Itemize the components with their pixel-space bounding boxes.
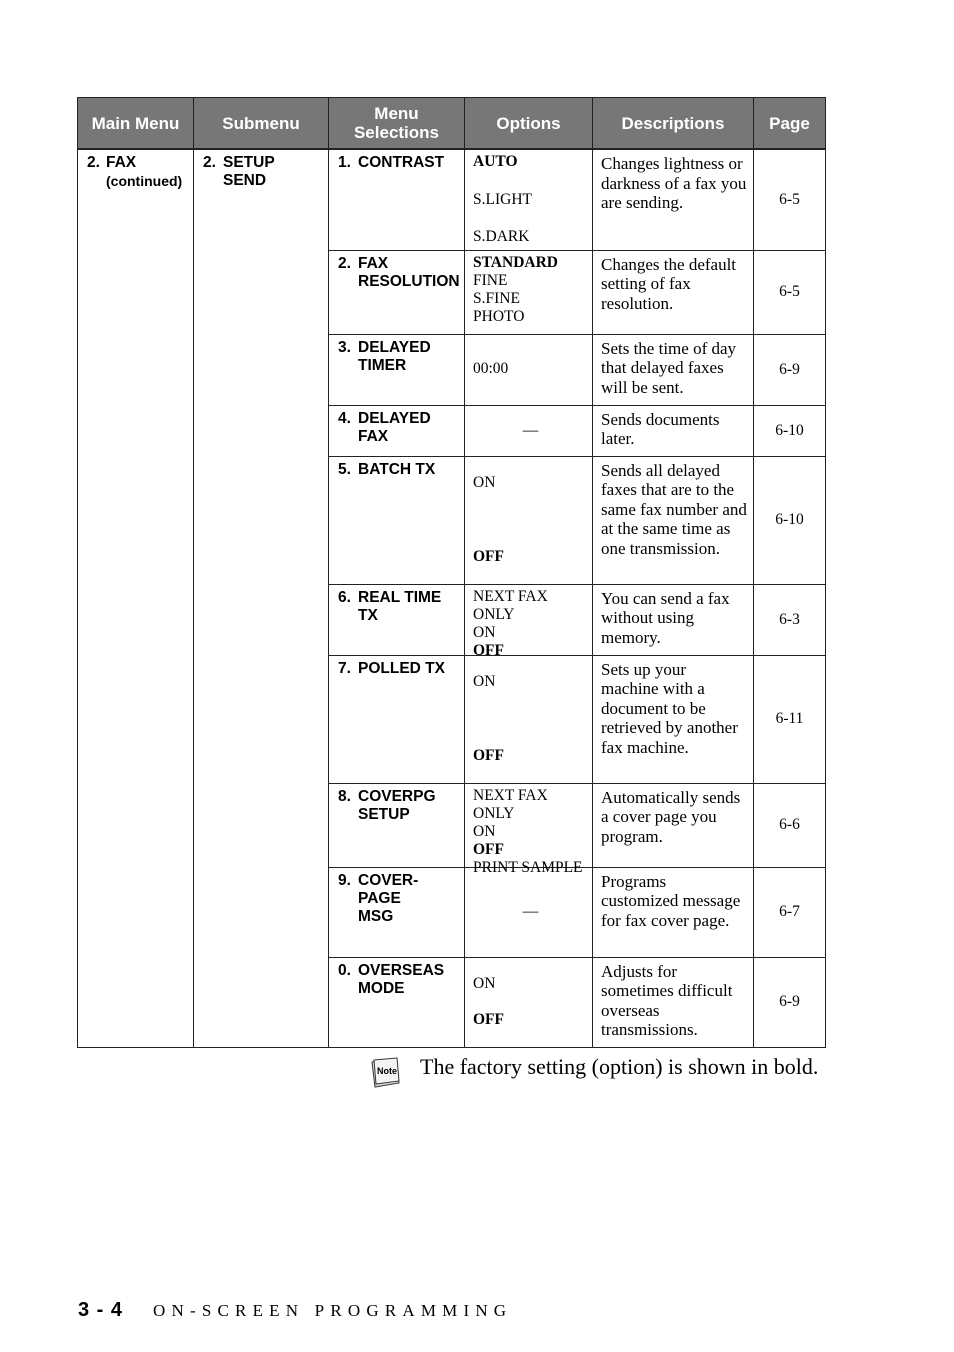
page-ref-cell: 6-7 <box>754 867 826 957</box>
menu-selection-cell <box>329 783 465 867</box>
note <box>368 1053 402 1093</box>
selection-label: BATCH TX <box>358 460 436 478</box>
description-cell: Sends all delayed faxes that are to the same fax number and at the same time as one transmission. <box>593 456 754 584</box>
description-cell: Sends documents later. <box>593 405 754 456</box>
submenu-label: SETUP SEND <box>223 154 275 189</box>
option-value: ON <box>473 623 496 641</box>
svg-text:Note: Note <box>377 1066 397 1076</box>
selection-number: 2. <box>338 254 351 272</box>
menu-selection-cell <box>329 867 465 957</box>
description-cell: You can send a fax without using memory. <box>593 584 754 655</box>
main-menu-cell <box>78 149 194 1047</box>
menu-selection-cell <box>329 149 465 250</box>
option-value: AUTO <box>473 153 518 170</box>
description-cell: Sets the time of day that delayed faxes will be sent. <box>593 334 754 405</box>
options-cell <box>465 456 593 584</box>
selection-label: OVERSEAS MODE <box>358 961 445 997</box>
menu-selection-cell <box>329 655 465 783</box>
options-cell <box>465 149 593 250</box>
option-value: ON <box>473 672 496 690</box>
page-ref-cell: 6-5 <box>754 149 826 250</box>
option-value: — <box>522 903 539 920</box>
options-cell <box>465 250 593 334</box>
option-value: OFF <box>473 840 504 858</box>
header-menu-selections: Menu Selections <box>329 98 465 150</box>
option-value: — <box>522 421 539 439</box>
options-cell <box>465 957 593 1047</box>
header-page: Page <box>754 98 826 150</box>
options-cell <box>465 655 593 783</box>
page-ref-cell: 6-9 <box>754 334 826 405</box>
menu-selection-cell <box>329 456 465 584</box>
page-ref-cell: 6-3 <box>754 584 826 655</box>
option-value: OFF <box>473 641 504 659</box>
option-value: ON <box>473 974 496 992</box>
option-value: ON <box>473 822 496 840</box>
option-value: S.FINE <box>473 289 520 307</box>
option-value: ON <box>473 473 496 491</box>
description-cell: Sets up your machine with a document to be retrieved by another fax machine. <box>593 655 754 783</box>
menu-selection-cell <box>329 584 465 655</box>
option-value: OFF <box>473 746 504 764</box>
page-footer <box>78 1299 512 1322</box>
options-cell <box>465 584 593 659</box>
option-value: STANDARD <box>473 253 558 271</box>
selection-label: DELAYED FAX <box>358 409 431 445</box>
selection-label: COVERPG SETUP <box>358 787 436 823</box>
selection-number: 4. <box>338 409 351 427</box>
note-text: The factory setting (option) is shown in bold. <box>420 1054 819 1079</box>
page-ref-cell: 6-9 <box>754 957 826 1047</box>
main-menu-label: FAX <box>106 154 137 171</box>
option-value: 00:00 <box>473 360 509 377</box>
header-row <box>78 98 826 150</box>
page-ref-cell: 6-5 <box>754 250 826 334</box>
option-value: S.DARK <box>473 228 530 245</box>
note-icon <box>368 1056 402 1090</box>
submenu-number: 2. <box>203 154 216 171</box>
page-ref-cell: 6-6 <box>754 783 826 867</box>
selection-label: CONTRAST <box>358 154 445 171</box>
header-options: Options <box>465 98 593 150</box>
selection-number: 0. <box>338 961 351 979</box>
selection-number: 1. <box>338 154 351 171</box>
option-value: OFF <box>473 547 504 565</box>
table-row <box>78 149 826 250</box>
page-number: 3 - 4 <box>78 1299 124 1321</box>
selection-label: FAX RESOLUTION <box>358 254 460 290</box>
selection-label: POLLED TX <box>358 659 445 677</box>
page-ref-cell: 6-10 <box>754 456 826 584</box>
menu-selection-cell <box>329 957 465 1047</box>
selection-number: 3. <box>338 338 351 356</box>
options-cell <box>465 334 593 405</box>
option-value: FINE <box>473 271 508 289</box>
menu-selection-cell <box>329 334 465 405</box>
description-cell: Changes the default setting of fax resolution. <box>593 250 754 334</box>
description-cell: Programs customized message for fax cover page. <box>593 867 754 957</box>
header-main-menu: Main Menu <box>78 98 194 150</box>
selection-number: 8. <box>338 787 351 805</box>
chapter-title: ON-SCREEN PROGRAMMING <box>153 1301 513 1320</box>
menu-table <box>77 97 826 1048</box>
menu-selection-cell <box>329 405 465 456</box>
option-value: OFF <box>473 1010 504 1028</box>
description-cell: Automatically sends a cover page you program. <box>593 783 754 867</box>
description-cell: Adjusts for sometimes difficult overseas transmissions. <box>593 957 754 1047</box>
option-value: NEXT FAX ONLY <box>473 786 548 822</box>
options-cell <box>465 867 593 957</box>
option-value: NEXT FAX ONLY <box>473 587 548 623</box>
option-value: PRINT SAMPLE <box>473 858 583 876</box>
table-body <box>78 149 826 1047</box>
submenu-cell <box>194 149 329 1047</box>
options-cell <box>465 405 593 456</box>
selection-number: 9. <box>338 871 351 889</box>
selection-number: 6. <box>338 588 351 606</box>
selection-number: 7. <box>338 659 351 677</box>
option-value: PHOTO <box>473 307 525 325</box>
header-submenu: Submenu <box>194 98 329 150</box>
selection-label: COVER- PAGE MSG <box>358 871 419 925</box>
page-ref-cell: 6-10 <box>754 405 826 456</box>
main-menu-continued: (continued) <box>106 173 183 189</box>
menu-selection-cell <box>329 250 465 334</box>
description-cell: Changes lightness or darkness of a fax you are sending. <box>593 149 754 250</box>
selection-label: DELAYED TIMER <box>358 338 431 374</box>
option-value: S.LIGHT <box>473 190 532 208</box>
options-cell <box>465 783 593 876</box>
page-ref-cell: 6-11 <box>754 655 826 783</box>
main-menu-number: 2. <box>87 154 100 171</box>
selection-label: REAL TIME TX <box>358 588 442 624</box>
selection-number: 5. <box>338 460 351 478</box>
header-descriptions: Descriptions <box>593 98 754 150</box>
